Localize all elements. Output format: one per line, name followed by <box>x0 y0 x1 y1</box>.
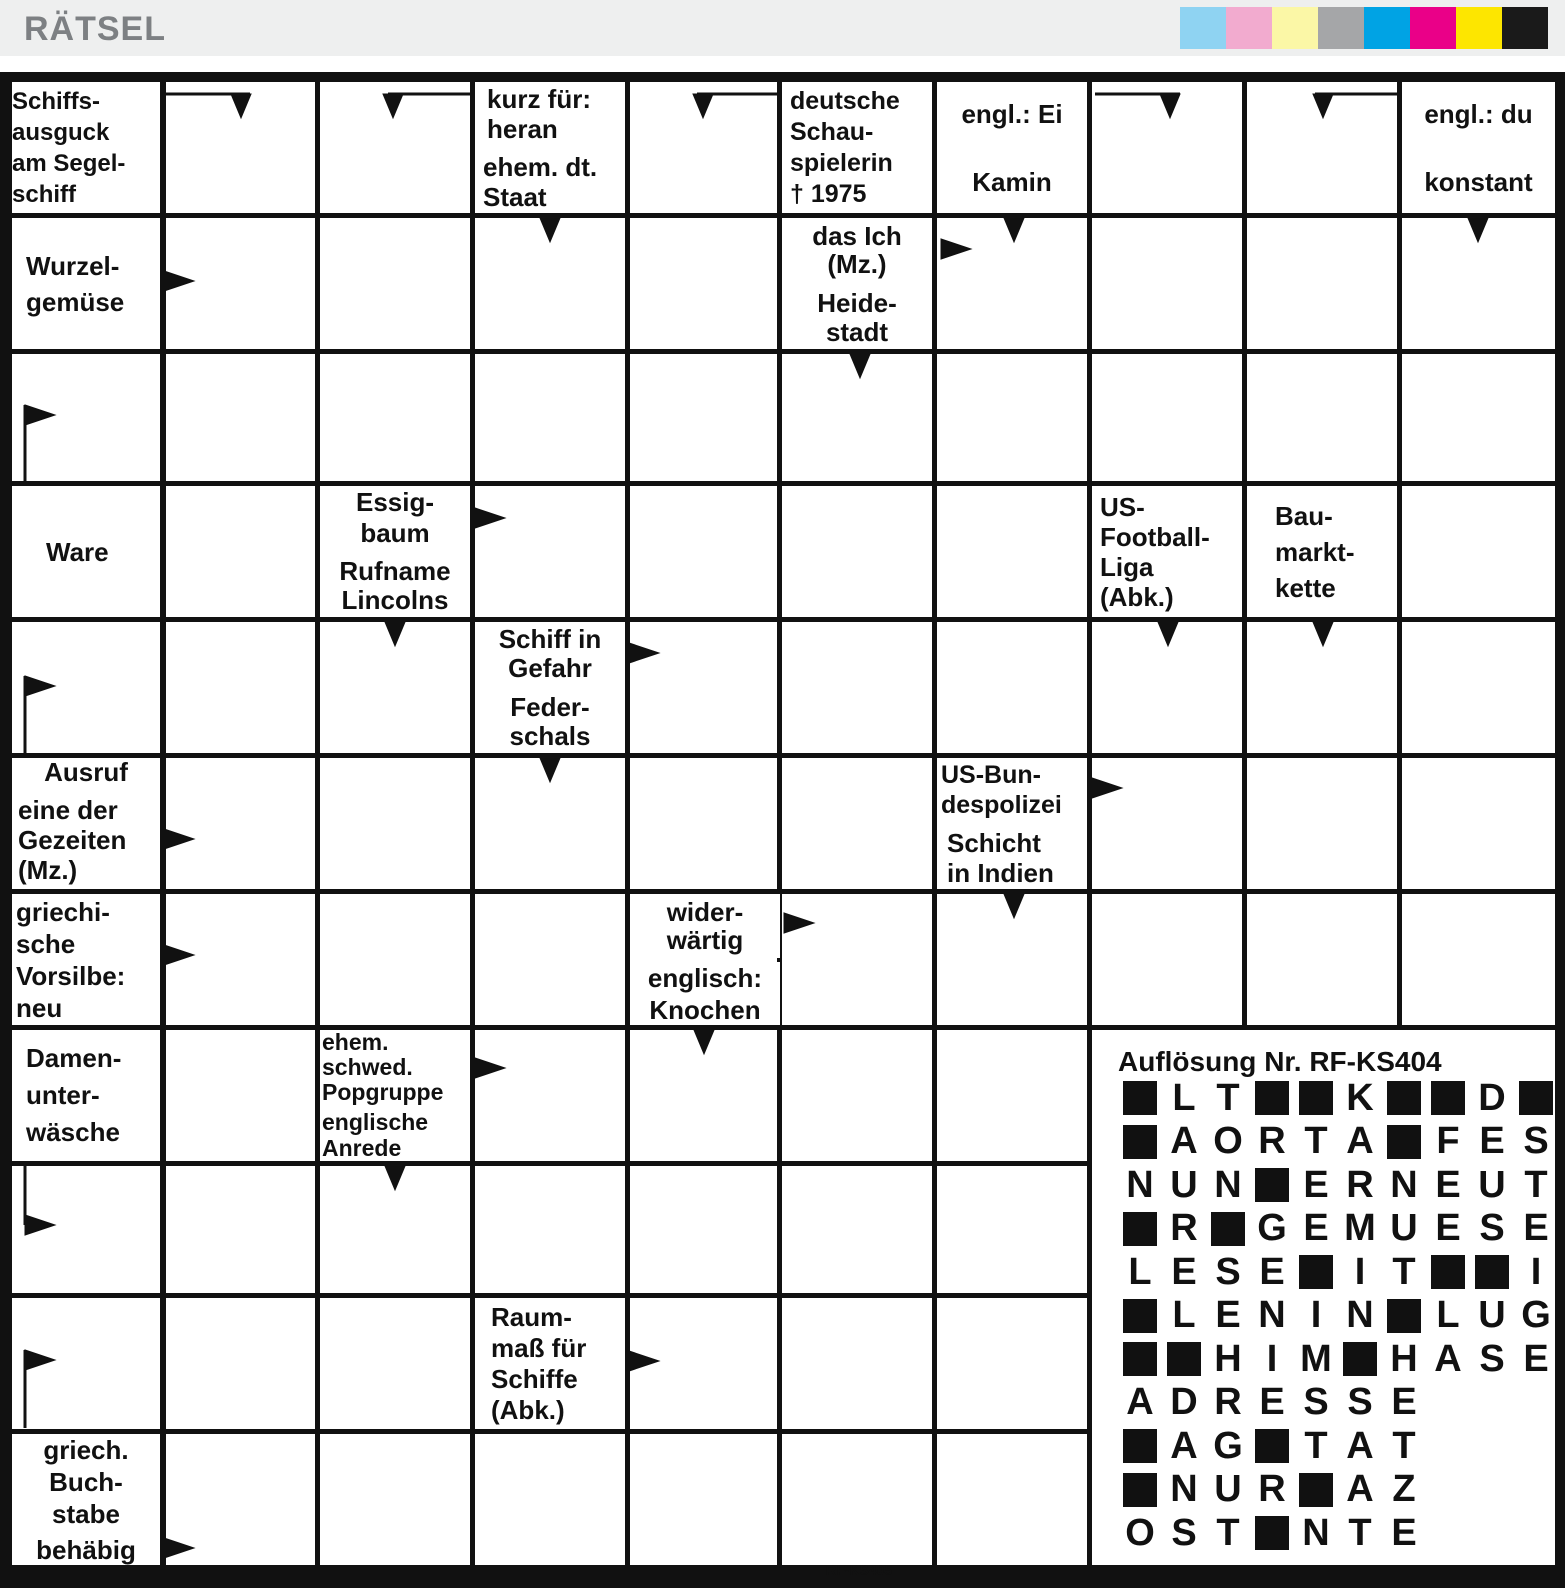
arrow-down-icon <box>694 1030 714 1054</box>
solution-letter: N <box>1170 1468 1198 1510</box>
solution-block <box>1118 1426 1162 1466</box>
solution-block <box>1118 1470 1162 1510</box>
arrow-down-icon <box>1004 218 1024 242</box>
solution-letter: T <box>1304 1424 1328 1467</box>
solution-letter: S <box>1479 1337 1505 1380</box>
arrow-right-icon <box>164 829 194 849</box>
solution-letter: S <box>1479 1207 1505 1249</box>
arrow-right-icon <box>164 1538 194 1558</box>
solution-letter: D <box>1170 1381 1198 1423</box>
solution-letter: U <box>1478 1163 1506 1206</box>
clue-cell: Ware <box>12 486 160 617</box>
arrow-right-icon <box>164 271 194 291</box>
color-swatch <box>1456 7 1502 49</box>
clue-cell: Rufname Lincolns <box>320 554 470 617</box>
solution-letter: N <box>1302 1511 1330 1554</box>
solution-letter: A <box>1170 1424 1198 1467</box>
solution-letter: A <box>1434 1337 1462 1380</box>
header-bar <box>0 0 1565 56</box>
solution-letter: G <box>1521 1294 1551 1336</box>
crossword-grid <box>0 72 1565 1588</box>
solution-row <box>1118 1513 1426 1553</box>
solution-letter: R <box>1258 1120 1286 1162</box>
clue-cell: engl.: Ei <box>937 82 1087 146</box>
solution-block <box>1162 1339 1206 1379</box>
solution-letter: E <box>1259 1381 1285 1423</box>
solution-letter: E <box>1303 1207 1329 1249</box>
arrow-down-icon <box>1158 622 1178 646</box>
clue-cell: Feder- schals <box>475 690 625 753</box>
solution-title: Auflösung Nr. RF-KS404 <box>1118 1046 1442 1077</box>
puzzle-title: RÄTSEL <box>24 10 166 48</box>
solution-letter: T <box>1216 1076 1240 1119</box>
solution-letter: N <box>1346 1294 1374 1336</box>
arrow-down-icon <box>1160 94 1180 118</box>
solution-letter: R <box>1170 1207 1198 1249</box>
solution-letter: E <box>1479 1120 1505 1162</box>
arrow-right-icon <box>475 508 505 528</box>
color-swatch <box>1318 7 1364 49</box>
solution-letter: T <box>1392 1250 1416 1293</box>
solution-block <box>1426 1252 1470 1292</box>
solution-letter: D <box>1478 1076 1506 1119</box>
solution-letter: S <box>1215 1250 1241 1293</box>
clue-cell: englisch: Knochen <box>630 962 780 1025</box>
solution-letter: A <box>1126 1381 1154 1423</box>
solution-letter: S <box>1171 1511 1197 1554</box>
solution-block <box>1470 1252 1514 1292</box>
solution-letter: A <box>1346 1424 1374 1467</box>
solution-letter: I <box>1310 1294 1322 1336</box>
solution-block <box>1250 1078 1294 1118</box>
solution-letter: E <box>1171 1250 1197 1293</box>
solution-letter: Z <box>1392 1468 1416 1510</box>
arrow-down-icon <box>1468 218 1488 242</box>
solution-letter: E <box>1523 1337 1549 1380</box>
arrow-down-icon <box>850 354 870 378</box>
arrow-right-icon <box>629 1351 659 1371</box>
clue-cell: Schiff in Gefahr <box>475 622 625 686</box>
solution-letter: E <box>1523 1207 1549 1249</box>
clue-cell: Damen- unter- wäsche <box>12 1030 160 1161</box>
clue-cell: US-Bun- despolizei <box>937 758 1087 822</box>
clue-cell: konstant <box>1402 150 1555 213</box>
arrow-down-icon <box>385 622 405 646</box>
solution-letter: E <box>1391 1511 1417 1554</box>
solution-block <box>1118 1296 1162 1336</box>
solution-block <box>1250 1426 1294 1466</box>
clue-cell: Wurzel- gemüse <box>12 218 160 349</box>
solution-letter: H <box>1214 1337 1242 1380</box>
solution-block <box>1382 1078 1426 1118</box>
arrow-right-icon <box>25 405 55 425</box>
solution-block <box>1206 1209 1250 1249</box>
arrow-right-icon <box>784 913 814 933</box>
solution-letter: N <box>1214 1163 1242 1206</box>
solution-letter: S <box>1347 1381 1373 1423</box>
puzzle-code: RF-KS405 <box>826 1562 893 1578</box>
solution-block <box>1382 1296 1426 1336</box>
solution-letter: U <box>1390 1207 1418 1249</box>
arrow-down-icon <box>385 1166 405 1190</box>
solution-letter: A <box>1346 1468 1374 1510</box>
solution-row <box>1118 1209 1558 1249</box>
solution-letter: L <box>1436 1294 1460 1336</box>
solution-row <box>1118 1165 1558 1205</box>
solution-block <box>1250 1513 1294 1553</box>
solution-letter: T <box>1216 1511 1240 1554</box>
arrow-down-icon <box>231 94 251 118</box>
solution-block <box>1118 1122 1162 1162</box>
solution-block <box>1294 1470 1338 1510</box>
arrow-down-icon <box>1313 94 1333 118</box>
solution-letter: K <box>1346 1076 1374 1119</box>
solution-block <box>1338 1339 1382 1379</box>
solution-letter: R <box>1214 1381 1242 1423</box>
arrow-right-icon <box>25 1350 55 1370</box>
arrow-down-icon <box>1004 894 1024 918</box>
solution-letter: I <box>1530 1250 1542 1293</box>
solution-letter: N <box>1390 1163 1418 1206</box>
solution-letter: H <box>1390 1337 1418 1380</box>
solution-letter: T <box>1304 1120 1328 1162</box>
solution-block <box>1294 1078 1338 1118</box>
solution-letter: G <box>1213 1424 1243 1467</box>
arrow-right-icon <box>25 676 55 696</box>
color-swatch <box>1364 7 1410 49</box>
solution-letter: E <box>1215 1294 1241 1336</box>
arrow-right-icon <box>25 1215 55 1235</box>
solution-letter: I <box>1266 1337 1278 1380</box>
arrow-right-icon <box>941 239 971 259</box>
clue-cell: Heide- stadt <box>782 286 932 349</box>
solution-letter: M <box>1344 1207 1376 1249</box>
solution-block <box>1250 1165 1294 1205</box>
solution-letter: U <box>1478 1294 1506 1336</box>
clue-cell: wider- wärtig <box>630 894 780 958</box>
clue-cell: englische Anrede <box>320 1109 470 1161</box>
solution-row <box>1118 1122 1558 1162</box>
clue-cell: US- Football- Liga (Abk.) <box>1092 486 1242 617</box>
arrow-down-icon <box>383 94 403 118</box>
solution-row <box>1118 1470 1426 1510</box>
solution-letter: U <box>1214 1468 1242 1510</box>
clue-cell: behäbig <box>12 1534 160 1565</box>
solution-letter: N <box>1126 1163 1154 1206</box>
solution-row <box>1118 1426 1426 1466</box>
solution-row <box>1118 1078 1558 1118</box>
solution-letter: G <box>1257 1207 1287 1249</box>
solution-letter: E <box>1435 1207 1461 1249</box>
solution-letter: F <box>1436 1120 1460 1162</box>
clue-cell: ehem. schwed. Popgruppe <box>320 1030 470 1105</box>
solution-block <box>1294 1252 1338 1292</box>
clue-cell: Kamin <box>937 150 1087 213</box>
color-swatch <box>1272 7 1318 49</box>
solution-letter: E <box>1391 1381 1417 1423</box>
color-swatch <box>1502 7 1548 49</box>
clue-cell: ehem. dt. Staat <box>475 150 625 213</box>
clue-cell: deutsche Schau- spielerin † 1975 <box>782 82 932 213</box>
solution-letter: R <box>1258 1468 1286 1510</box>
solution-block <box>1118 1078 1162 1118</box>
solution-letter: A <box>1170 1120 1198 1162</box>
solution-letter: U <box>1170 1163 1198 1206</box>
solution-letter: T <box>1392 1424 1416 1467</box>
clue-cell: das Ich (Mz.) <box>782 218 932 282</box>
solution-row <box>1118 1383 1426 1423</box>
solution-letter: L <box>1172 1076 1196 1119</box>
solution-letter: S <box>1303 1381 1329 1423</box>
arrow-right-icon <box>1092 778 1122 798</box>
clue-cell: Schiffs- ausguck am Segel- schiff <box>12 82 160 213</box>
solution-row <box>1118 1339 1558 1379</box>
arrow-down-icon <box>540 218 560 242</box>
solution-letter: T <box>1348 1511 1372 1554</box>
solution-letter: L <box>1128 1250 1152 1293</box>
color-swatch <box>1180 7 1226 49</box>
solution-row <box>1118 1252 1558 1292</box>
solution-letter: E <box>1435 1163 1461 1206</box>
solution-letter: M <box>1300 1337 1332 1380</box>
arrow-down-icon <box>693 94 713 118</box>
clue-cell: eine der Gezeiten (Mz.) <box>12 790 160 889</box>
solution-letter: E <box>1303 1163 1329 1206</box>
solution-block <box>1118 1339 1162 1379</box>
clue-cell: kurz für: heran <box>475 82 625 146</box>
solution-letter: N <box>1258 1294 1286 1336</box>
arrow-right-icon <box>475 1058 505 1078</box>
color-swatch <box>1226 7 1272 49</box>
solution-letter: O <box>1213 1120 1243 1162</box>
solution-block <box>1382 1122 1426 1162</box>
clue-cell: Schicht in Indien <box>937 826 1087 889</box>
clue-cell: engl.: du <box>1402 82 1555 146</box>
clue-cell: Raum- maß für Schiffe (Abk.) <box>475 1298 625 1429</box>
solution-row <box>1118 1296 1558 1336</box>
arrow-down-icon <box>540 758 560 782</box>
color-swatch <box>1410 7 1456 49</box>
arrow-right-icon <box>164 945 194 965</box>
clue-cell: Ausruf <box>12 758 160 786</box>
solution-block <box>1426 1078 1470 1118</box>
solution-letter: A <box>1346 1120 1374 1162</box>
arrow-down-icon <box>1313 622 1333 646</box>
color-swatches <box>1180 7 1548 49</box>
solution-letter: I <box>1354 1250 1366 1293</box>
clue-cell: Bau- markt- kette <box>1247 486 1397 617</box>
clue-cell: griech. Buch- stabe <box>12 1434 160 1530</box>
clue-cell: griechi- sche Vorsilbe: neu <box>12 894 160 1025</box>
solution-letter: R <box>1346 1163 1374 1206</box>
solution-block <box>1514 1078 1558 1118</box>
solution-block <box>1118 1209 1162 1249</box>
solution-letter: S <box>1523 1120 1549 1162</box>
clue-cell: Essig- baum <box>320 486 470 550</box>
solution-letter: O <box>1125 1511 1155 1554</box>
solution-letter: E <box>1259 1250 1285 1293</box>
solution-letter: T <box>1524 1163 1548 1206</box>
solution-letter: L <box>1172 1294 1196 1336</box>
arrow-right-icon <box>629 643 659 663</box>
